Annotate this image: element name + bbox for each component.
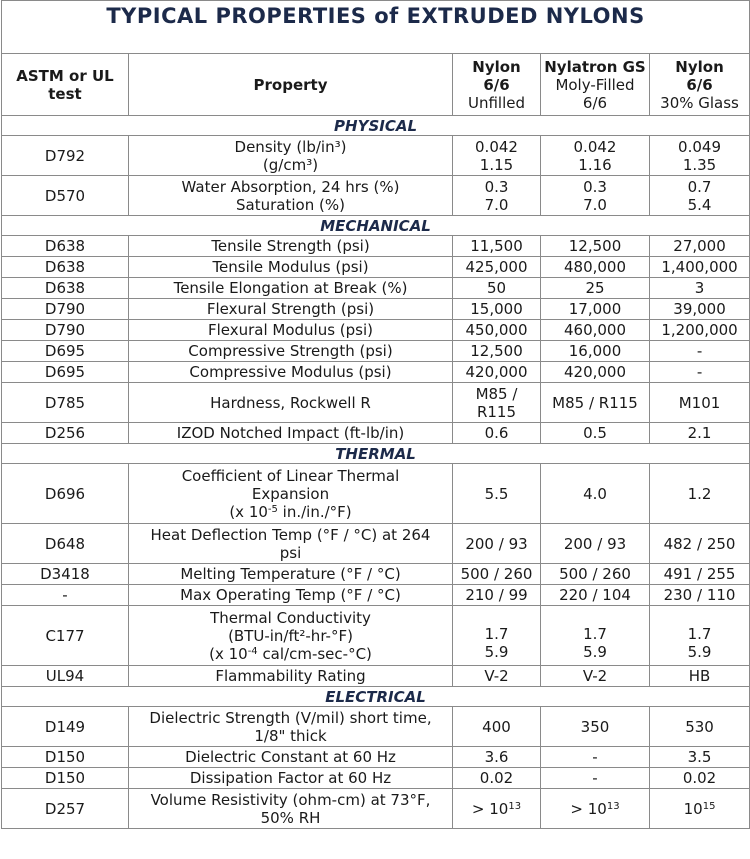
value-line: 0.042 xyxy=(475,137,518,156)
property-cell: Tensile Strength (psi) xyxy=(129,236,453,257)
property-cell: Compressive Modulus (psi) xyxy=(129,362,453,383)
value-cell: 420,000 xyxy=(453,362,541,383)
test-cell: UL94 xyxy=(2,666,129,687)
property-line: (BTU-in/ft²-hr-°F) xyxy=(228,626,353,645)
value-cell: 1.2 xyxy=(650,464,750,524)
property-cell xyxy=(129,707,453,747)
property-cell: IZOD Notched Impact (ft-lb/in) xyxy=(129,423,453,444)
value-line: 0.3 xyxy=(484,177,509,196)
section-mechanical: MECHANICAL xyxy=(2,216,750,236)
header-col3-l1: Nylon xyxy=(675,57,724,76)
table-row xyxy=(2,299,750,320)
value-cell: 15,000 xyxy=(453,299,541,320)
test-cell: D570 xyxy=(2,176,129,216)
value-line: 1.7 xyxy=(484,624,509,643)
section-physical: PHYSICAL xyxy=(2,116,750,136)
test-cell: D695 xyxy=(2,341,129,362)
test-cell: D648 xyxy=(2,524,129,564)
value-line: 1.15 xyxy=(479,155,514,174)
value-line: 0.7 xyxy=(687,177,712,196)
table-row xyxy=(2,383,750,423)
test-cell: D150 xyxy=(2,768,129,789)
table-row xyxy=(2,564,750,585)
property-line xyxy=(131,645,450,663)
property-line: 50% RH xyxy=(260,808,321,827)
property-line: Saturation (%) xyxy=(236,195,345,214)
value-cell xyxy=(650,176,750,216)
value-line: M85 / xyxy=(475,384,518,403)
test-cell: D3418 xyxy=(2,564,129,585)
table-row xyxy=(2,278,750,299)
value-line: 1.7 xyxy=(687,624,712,643)
property-text: (x 10 xyxy=(229,502,268,521)
value-cell: 12,500 xyxy=(453,341,541,362)
exponent: 13 xyxy=(606,800,620,812)
property-text: cal/cm-sec-°C) xyxy=(257,644,372,663)
table-row xyxy=(2,236,750,257)
value-cell: - xyxy=(650,341,750,362)
property-cell xyxy=(129,524,453,564)
section-row xyxy=(2,687,750,707)
value-cell: 17,000 xyxy=(541,299,650,320)
property-cell xyxy=(129,464,453,524)
value-cell xyxy=(453,789,541,829)
table-row xyxy=(2,362,750,383)
value-cell: 200 / 93 xyxy=(541,524,650,564)
test-cell: D695 xyxy=(2,362,129,383)
header-col1-l3: Unfilled xyxy=(467,93,526,112)
value-cell: 460,000 xyxy=(541,320,650,341)
property-cell: Flexural Modulus (psi) xyxy=(129,320,453,341)
test-cell: D785 xyxy=(2,383,129,423)
section-electrical: ELECTRICAL xyxy=(2,687,750,707)
value-cell: 4.0 xyxy=(541,464,650,524)
value-cell: 5.5 xyxy=(453,464,541,524)
property-cell: Flexural Strength (psi) xyxy=(129,299,453,320)
value-cell: 16,000 xyxy=(541,341,650,362)
table-row xyxy=(2,789,750,829)
property-text: in./in./°F) xyxy=(277,502,352,521)
header-test xyxy=(2,54,129,116)
property-line: Thermal Conductivity xyxy=(210,608,371,627)
value-cell: 3.5 xyxy=(650,747,750,768)
section-row xyxy=(2,216,750,236)
header-col-nylon-unfilled xyxy=(453,54,541,116)
test-cell: D256 xyxy=(2,423,129,444)
value-line: 0.3 xyxy=(583,177,607,196)
value-cell: 25 xyxy=(541,278,650,299)
header-col2-l2: Moly-Filled xyxy=(555,75,635,94)
header-col-nylatron xyxy=(541,54,650,116)
table-row xyxy=(2,707,750,747)
value-cell: 220 / 104 xyxy=(541,585,650,606)
property-line: 1/8" thick xyxy=(254,726,327,745)
value-cell: 0.02 xyxy=(453,768,541,789)
test-cell: D150 xyxy=(2,747,129,768)
header-col2-l3: 6/6 xyxy=(582,93,608,112)
property-cell: Flammability Rating xyxy=(129,666,453,687)
value-cell: 0.5 xyxy=(541,423,650,444)
table-row xyxy=(2,747,750,768)
table-row xyxy=(2,320,750,341)
test-cell: D638 xyxy=(2,278,129,299)
property-cell: Hardness, Rockwell R xyxy=(129,383,453,423)
value-text: 10 xyxy=(683,799,703,818)
value-cell: 50 xyxy=(453,278,541,299)
table-row xyxy=(2,464,750,524)
value-line: 5.9 xyxy=(687,642,712,661)
value-cell: - xyxy=(541,747,650,768)
table-row xyxy=(2,341,750,362)
header-test-line2: test xyxy=(48,84,82,103)
value-cell: 210 / 99 xyxy=(453,585,541,606)
value-text: > 10 xyxy=(570,799,607,818)
property-cell: Compressive Strength (psi) xyxy=(129,341,453,362)
test-cell: D638 xyxy=(2,257,129,278)
value-cell: 3 xyxy=(650,278,750,299)
value-cell: 425,000 xyxy=(453,257,541,278)
exponent: -5 xyxy=(267,503,278,515)
property-cell xyxy=(129,136,453,176)
title-row xyxy=(2,1,750,54)
header-col-nylon-glass xyxy=(650,54,750,116)
property-cell: Melting Temperature (°F / °C) xyxy=(129,564,453,585)
value-line: 0.042 xyxy=(573,137,617,156)
value-line: 0.049 xyxy=(678,137,721,156)
value-cell xyxy=(541,136,650,176)
section-row xyxy=(2,444,750,464)
value-cell: 500 / 260 xyxy=(453,564,541,585)
table-row xyxy=(2,585,750,606)
exponent: 13 xyxy=(508,800,522,812)
property-cell: Max Operating Temp (°F / °C) xyxy=(129,585,453,606)
value-cell xyxy=(541,176,650,216)
exponent: 15 xyxy=(702,800,716,812)
exponent: -4 xyxy=(247,645,258,657)
value-line: 5.9 xyxy=(583,642,607,661)
property-cell: Dissipation Factor at 60 Hz xyxy=(129,768,453,789)
value-cell: 400 xyxy=(453,707,541,747)
header-col1-l2: 6/6 xyxy=(483,75,510,94)
value-cell: 27,000 xyxy=(650,236,750,257)
table-row xyxy=(2,666,750,687)
value-line: R115 xyxy=(476,402,517,421)
header-property: Property xyxy=(129,54,453,116)
header-row xyxy=(2,54,750,116)
value-line: 1.35 xyxy=(682,155,717,174)
header-test-line1: ASTM or UL xyxy=(16,66,114,85)
value-line: 1.7 xyxy=(583,624,607,643)
value-cell: 482 / 250 xyxy=(650,524,750,564)
value-cell xyxy=(650,789,750,829)
value-cell xyxy=(453,136,541,176)
table-row xyxy=(2,524,750,564)
test-cell: D638 xyxy=(2,236,129,257)
test-cell: D149 xyxy=(2,707,129,747)
value-cell: 450,000 xyxy=(453,320,541,341)
value-cell: 350 xyxy=(541,707,650,747)
property-line: Heat Deflection Temp (°F / °C) at 264 xyxy=(150,525,431,544)
value-cell: 420,000 xyxy=(541,362,650,383)
test-cell: D696 xyxy=(2,464,129,524)
table-row xyxy=(2,606,750,666)
table-row xyxy=(2,176,750,216)
value-text: > 10 xyxy=(471,799,509,818)
property-line: Expansion xyxy=(251,484,330,503)
property-cell: Tensile Elongation at Break (%) xyxy=(129,278,453,299)
value-cell xyxy=(541,606,650,666)
value-cell: 3.6 xyxy=(453,747,541,768)
section-thermal: THERMAL xyxy=(2,444,750,464)
value-cell: V-2 xyxy=(453,666,541,687)
header-col2-l1: Nylatron GS xyxy=(544,57,646,76)
value-cell xyxy=(453,606,541,666)
value-cell: - xyxy=(541,768,650,789)
header-col3-l2: 6/6 xyxy=(686,75,713,94)
value-cell: 1,200,000 xyxy=(650,320,750,341)
properties-table xyxy=(1,0,750,829)
value-cell xyxy=(650,606,750,666)
property-cell xyxy=(129,789,453,829)
value-cell: 1,400,000 xyxy=(650,257,750,278)
value-cell: M101 xyxy=(650,383,750,423)
value-cell xyxy=(650,136,750,176)
test-cell: D790 xyxy=(2,299,129,320)
test-cell: C177 xyxy=(2,606,129,666)
property-cell xyxy=(129,606,453,666)
value-cell: 0.02 xyxy=(650,768,750,789)
property-line: Water Absorption, 24 hrs (%) xyxy=(181,177,400,196)
value-line: 5.4 xyxy=(687,195,712,214)
property-line: psi xyxy=(279,543,302,562)
value-cell: 200 / 93 xyxy=(453,524,541,564)
property-cell: Dielectric Constant at 60 Hz xyxy=(129,747,453,768)
value-cell: HB xyxy=(650,666,750,687)
value-line: 7.0 xyxy=(484,195,509,214)
property-line: Density (lb/in³) xyxy=(234,137,347,156)
value-cell: 0.6 xyxy=(453,423,541,444)
property-line: Volume Resistivity (ohm-cm) at 73°F, xyxy=(150,790,431,809)
property-cell xyxy=(129,176,453,216)
value-cell: M85 / R115 xyxy=(541,383,650,423)
value-cell: 230 / 110 xyxy=(650,585,750,606)
header-col1-l1: Nylon xyxy=(472,57,521,76)
test-cell: - xyxy=(2,585,129,606)
value-cell: - xyxy=(650,362,750,383)
test-cell: D792 xyxy=(2,136,129,176)
value-cell xyxy=(453,176,541,216)
value-cell: V-2 xyxy=(541,666,650,687)
property-line xyxy=(131,503,450,521)
property-text: (x 10 xyxy=(209,644,248,663)
value-cell: 2.1 xyxy=(650,423,750,444)
value-line: 5.9 xyxy=(484,642,509,661)
value-line: 1.16 xyxy=(578,155,612,174)
value-cell xyxy=(541,789,650,829)
value-cell: 480,000 xyxy=(541,257,650,278)
value-cell: 491 / 255 xyxy=(650,564,750,585)
property-line: Dielectric Strength (V/mil) short time, xyxy=(149,708,432,727)
table-row xyxy=(2,136,750,176)
value-line: 7.0 xyxy=(583,195,607,214)
value-cell: 500 / 260 xyxy=(541,564,650,585)
header-col3-l3: 30% Glass xyxy=(660,93,739,112)
value-cell: 12,500 xyxy=(541,236,650,257)
table-row xyxy=(2,423,750,444)
property-cell: Tensile Modulus (psi) xyxy=(129,257,453,278)
table-row xyxy=(2,257,750,278)
property-line: Coefficient of Linear Thermal xyxy=(181,466,400,485)
value-cell xyxy=(453,383,541,423)
table-title: TYPICAL PROPERTIES of EXTRUDED NYLONS xyxy=(2,1,750,54)
test-cell: D257 xyxy=(2,789,129,829)
table-row xyxy=(2,768,750,789)
property-line: (g/cm³) xyxy=(262,155,319,174)
value-cell: 39,000 xyxy=(650,299,750,320)
section-row xyxy=(2,116,750,136)
value-cell: 530 xyxy=(650,707,750,747)
value-cell: 11,500 xyxy=(453,236,541,257)
test-cell: D790 xyxy=(2,320,129,341)
